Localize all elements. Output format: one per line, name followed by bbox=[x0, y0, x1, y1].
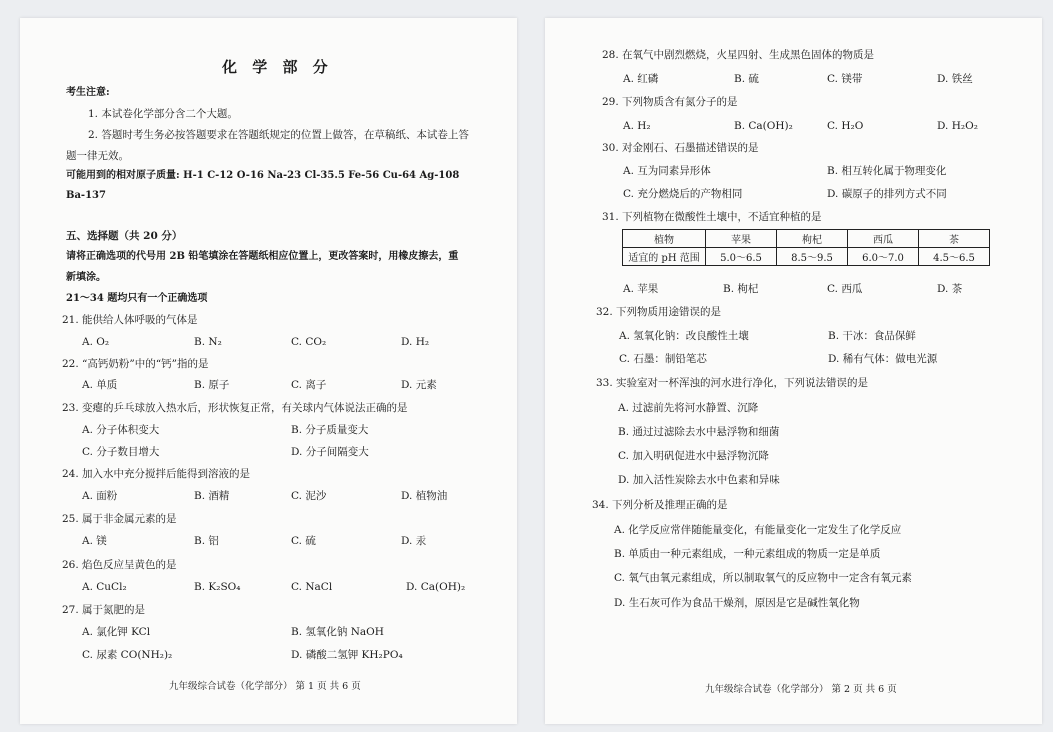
table-header-row bbox=[623, 230, 990, 248]
atomic-mass-line: 可能用到的相对原子质量: H-1 C-12 O-16 Na-23 Cl-35.5 Fe-56 Cu-64 Ag-108 bbox=[66, 170, 460, 181]
option-b: B. 酒精 bbox=[194, 490, 230, 502]
notice-item-2: 2. 答题时考生务必按答题要求在答题纸规定的位置上做答，在草稿纸、本试卷上答 bbox=[88, 129, 469, 141]
question-29: 29. 下列物质含有氮分子的是 bbox=[602, 96, 738, 108]
question-32: 32. 下列物质用途错误的是 bbox=[596, 306, 722, 318]
option-a: A. 镁 bbox=[82, 535, 107, 547]
option-b: B. 铝 bbox=[194, 535, 219, 547]
table-cell: 茶 bbox=[919, 230, 990, 248]
option-d: D. 汞 bbox=[401, 535, 427, 547]
option-a: A. H₂ bbox=[623, 120, 651, 132]
section-instructions: 请将正确选项的代号用 2B 铅笔填涂在答题纸相应位置上，更改答案时，用橡皮擦去，重 bbox=[66, 251, 459, 262]
question-22: 22. “高钙奶粉”中的“钙”指的是 bbox=[62, 358, 209, 370]
option-d: D. 加入活性炭除去水中色素和异味 bbox=[618, 474, 780, 486]
question-28: 28. 在氧气中剧烈燃烧，火星四射、生成黑色固体的物质是 bbox=[602, 49, 875, 61]
option-c: C. 分子数目增大 bbox=[82, 446, 160, 458]
atomic-mass-line-cont: Ba-137 bbox=[66, 190, 106, 201]
option-b: B. K₂SO₄ bbox=[194, 581, 241, 593]
option-b: B. 硫 bbox=[734, 73, 759, 85]
option-a: A. 面粉 bbox=[82, 490, 118, 502]
subsection-title: 21～34 题均只有一个正确选项 bbox=[66, 293, 208, 304]
notice-heading: 考生注意: bbox=[66, 87, 110, 98]
page-footer: 九年级综合试卷（化学部分） 第 2 页 共 6 页 bbox=[705, 684, 897, 695]
option-c: C. H₂O bbox=[827, 120, 864, 132]
exam-page-2 bbox=[545, 18, 1042, 724]
table-cell: 苹果 bbox=[706, 230, 777, 248]
question-34: 34. 下列分析及推理正确的是 bbox=[592, 499, 728, 511]
table-cell: 8.5～9.5 bbox=[777, 248, 848, 266]
exam-page-1 bbox=[20, 18, 517, 724]
option-c: C. 氧气由氧元素组成，所以制取氧气的反应物中一定含有氧元素 bbox=[614, 572, 912, 584]
section-instructions-cont: 新填涂。 bbox=[66, 272, 106, 283]
option-c: C. 离子 bbox=[291, 379, 327, 391]
option-b: B. 分子质量变大 bbox=[291, 424, 369, 436]
question-23: 23. 变瘪的乒乓球放入热水后，形状恢复正常，有关球内气体说法正确的是 bbox=[62, 402, 408, 414]
option-d: D. 磷酸二氢钾 KH₂PO₄ bbox=[291, 649, 403, 661]
option-c: C. 加入明矾促进水中悬浮物沉降 bbox=[618, 450, 769, 462]
option-c: C. CO₂ bbox=[291, 336, 327, 348]
section-title: 五、选择题（共 20 分） bbox=[66, 230, 183, 242]
table-cell: 6.0～7.0 bbox=[848, 248, 919, 266]
option-a: A. O₂ bbox=[82, 336, 110, 348]
option-d: D. 碳原子的排列方式不同 bbox=[827, 188, 947, 200]
option-b: B. 氢氧化钠 NaOH bbox=[291, 626, 384, 638]
option-b: B. 干冰：食品保鲜 bbox=[828, 330, 916, 342]
option-d: D. 生石灰可作为食品干燥剂，原因是它是碱性氧化物 bbox=[614, 597, 860, 609]
option-b: B. 枸杞 bbox=[723, 283, 759, 295]
option-c: C. 泥沙 bbox=[291, 490, 327, 502]
option-a: A. 过滤前先将河水静置、沉降 bbox=[618, 402, 759, 414]
table-cell: 植物 bbox=[623, 230, 706, 248]
notice-item-1: 1. 本试卷化学部分含二个大题。 bbox=[88, 108, 238, 120]
option-c: C. 西瓜 bbox=[827, 283, 863, 295]
option-c: C. NaCl bbox=[291, 581, 333, 593]
option-d: D. 稀有气体：做电光源 bbox=[828, 353, 938, 365]
option-b: B. 原子 bbox=[194, 379, 230, 391]
table-cell: 5.0～6.5 bbox=[706, 248, 777, 266]
option-d: D. 铁丝 bbox=[937, 73, 973, 85]
option-a: A. 化学反应常伴随能量变化，有能量变化一定发生了化学反应 bbox=[614, 524, 902, 536]
page-footer: 九年级综合试卷（化学部分） 第 1 页 共 6 页 bbox=[169, 681, 361, 692]
option-a: A. 红磷 bbox=[623, 73, 659, 85]
question-27: 27. 属于氮肥的是 bbox=[62, 604, 146, 616]
table-cell: 枸杞 bbox=[777, 230, 848, 248]
option-a: A. 氯化钾 KCl bbox=[82, 626, 151, 638]
option-a: A. 苹果 bbox=[623, 283, 659, 295]
question-24: 24. 加入水中充分搅拌后能得到溶液的是 bbox=[62, 468, 251, 480]
question-31: 31. 下列植物在微酸性土壤中，不适宜种植的是 bbox=[602, 211, 822, 223]
option-a: A. 互为同素异形体 bbox=[623, 165, 711, 177]
option-d: D. Ca(OH)₂ bbox=[406, 581, 466, 593]
question-21: 21. 能供给人体呼吸的气体是 bbox=[62, 314, 198, 326]
option-b: B. 相互转化属于物理变化 bbox=[827, 165, 947, 177]
option-d: D. 茶 bbox=[937, 283, 963, 295]
option-c: C. 石墨：制铅笔芯 bbox=[619, 353, 707, 365]
question-26: 26. 焰色反应呈黄色的是 bbox=[62, 559, 177, 571]
option-d: D. 分子间隔变大 bbox=[291, 446, 369, 458]
option-d: D. 元素 bbox=[401, 379, 437, 391]
option-a: A. 氢氧化钠：改良酸性土壤 bbox=[619, 330, 749, 342]
option-d: D. H₂ bbox=[401, 336, 430, 348]
table-cell: 西瓜 bbox=[848, 230, 919, 248]
option-a: A. 单质 bbox=[82, 379, 118, 391]
notice-item-2-cont: 题一律无效。 bbox=[66, 150, 129, 162]
option-d: D. 植物油 bbox=[401, 490, 448, 502]
option-c: C. 镁带 bbox=[827, 73, 863, 85]
option-a: A. CuCl₂ bbox=[82, 581, 127, 593]
question-25: 25. 属于非金属元素的是 bbox=[62, 513, 177, 525]
option-d: D. H₂O₂ bbox=[937, 120, 978, 132]
question-33: 33. 实验室对一杯浑浊的河水进行净化，下列说法错误的是 bbox=[596, 377, 869, 389]
option-b: B. 通过过滤除去水中悬浮物和细菌 bbox=[618, 426, 780, 438]
option-a: A. 分子体积变大 bbox=[82, 424, 160, 436]
table-row bbox=[623, 248, 990, 266]
option-b: B. N₂ bbox=[194, 336, 222, 348]
table-cell: 适宜的 pH 范围 bbox=[623, 248, 706, 266]
option-b: B. Ca(OH)₂ bbox=[734, 120, 793, 132]
table-cell: 4.5～6.5 bbox=[919, 248, 990, 266]
option-b: B. 单质由一种元素组成，一种元素组成的物质一定是单质 bbox=[614, 548, 881, 560]
option-c: C. 尿素 CO(NH₂)₂ bbox=[82, 649, 173, 661]
option-c: C. 充分燃烧后的产物相同 bbox=[623, 188, 743, 200]
question-30: 30. 对金刚石、石墨描述错误的是 bbox=[602, 142, 759, 154]
plant-ph-table bbox=[622, 229, 990, 266]
option-c: C. 硫 bbox=[291, 535, 316, 547]
page-title: 化 学 部 分 bbox=[222, 58, 333, 76]
